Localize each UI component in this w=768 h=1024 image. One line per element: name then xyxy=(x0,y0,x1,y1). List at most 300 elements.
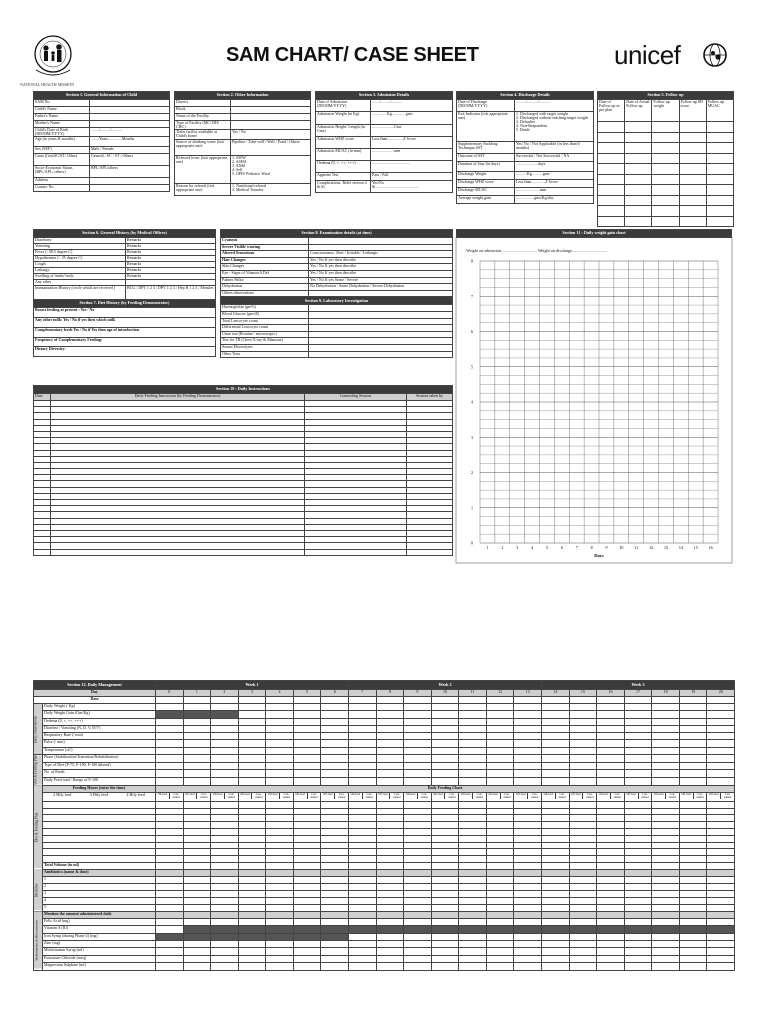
feeding-time-row xyxy=(34,828,735,835)
daily-observation-group-label: Daily observations xyxy=(34,704,43,755)
daily-observation-cell xyxy=(514,704,542,711)
feeding-value-cell xyxy=(238,849,266,856)
feeding-value-cell xyxy=(679,808,707,815)
day-number: 4 xyxy=(266,690,294,697)
micronutrient-cell xyxy=(266,955,294,962)
antibiotics-header-cell xyxy=(514,869,542,876)
section-5-cell xyxy=(598,164,625,175)
diet-plan-cell xyxy=(349,762,377,770)
section-4-value: Less than..............Z Score xyxy=(515,180,594,188)
micronutrient-cell xyxy=(349,948,377,955)
micronutrient-header-cell xyxy=(238,911,266,918)
off-feed-label: Off-feed xyxy=(680,793,694,799)
feeding-value-cell xyxy=(321,822,349,829)
off-con-cell xyxy=(597,792,625,801)
antibiotic-cell xyxy=(238,897,266,904)
micronutrient-cell xyxy=(266,918,294,925)
daily-observation-cell xyxy=(376,725,404,732)
section-5-cell xyxy=(598,195,625,206)
section-2-value: 1. AWW 2. ASHA 3. ANM 4. Self 5. OPD/ Pediatric Ward xyxy=(231,156,311,184)
micronutrient-cell xyxy=(266,941,294,948)
section-1-label: Child's Date of Birth (DD/MM/YYYY) xyxy=(34,128,90,137)
section-9-label: Haemoglobin (gm%) xyxy=(221,305,309,312)
feeding-time-row xyxy=(34,835,735,842)
antibiotic-cell xyxy=(321,876,349,883)
daily-observation-cell xyxy=(569,747,597,754)
feeding-time-cell xyxy=(43,801,156,808)
micronutrient-cell xyxy=(707,926,735,933)
micronutrient-cell xyxy=(569,926,597,933)
daily-observation-cell xyxy=(486,725,514,732)
section-6-title: Section 6. General History (by Medical Officer) xyxy=(34,230,216,238)
feeding-value-cell xyxy=(211,815,239,822)
consumed-label: Con-sumed xyxy=(668,792,677,799)
micronutrient-cell xyxy=(514,948,542,955)
feeding-value-cell xyxy=(376,856,404,863)
off-feed-label: Off-feed xyxy=(514,793,528,799)
antibiotic-cell xyxy=(156,876,184,883)
section-9-value xyxy=(309,325,453,332)
date-cell xyxy=(183,697,211,704)
section-7-item: Any other milk: Yes / No if yes then which milk xyxy=(34,318,216,328)
off-con-pair xyxy=(432,793,459,799)
micronutrient-cell xyxy=(238,948,266,955)
diet-plan-cell xyxy=(459,755,487,763)
off-feed-label: Off-feed xyxy=(321,793,335,799)
section-5-cell xyxy=(598,185,625,196)
day-number: 16 xyxy=(597,690,625,697)
daily-observation-cell xyxy=(597,725,625,732)
section-1-value xyxy=(90,114,170,121)
micronutrient-cell xyxy=(183,941,211,948)
antibiotic-cell xyxy=(266,904,294,911)
feeding-value-cell xyxy=(597,842,625,849)
micronutrient-cell xyxy=(597,926,625,933)
daily-observation-cell xyxy=(652,711,680,718)
section-8-value: Yes / No If yes then describe xyxy=(309,264,453,271)
micronutrient-cell xyxy=(652,941,680,948)
feeding-value-cell xyxy=(156,835,184,842)
off-con-cell xyxy=(569,792,597,801)
daily-observation-label: Pulse (/ min) xyxy=(43,740,156,747)
section-5-cell xyxy=(652,153,679,164)
nhm-logo-caption: NATIONAL HEALTH MISSION xyxy=(20,82,75,87)
section-4-row xyxy=(457,112,594,142)
day-number: 18 xyxy=(652,690,680,697)
off-con-cell xyxy=(542,792,570,801)
section-5-cell xyxy=(706,164,733,175)
antibiotic-cell xyxy=(376,897,404,904)
chart-x-tick-label: 10 xyxy=(619,545,624,550)
diet-plan-cell xyxy=(349,755,377,763)
feeding-value-cell xyxy=(404,822,432,829)
off-con-pair xyxy=(184,793,211,799)
micronutrient-cell xyxy=(349,963,377,970)
total-volume-cell xyxy=(183,862,211,869)
feeding-value-cell xyxy=(486,842,514,849)
micronutrient-cell xyxy=(652,933,680,940)
micronutrient-cell xyxy=(707,941,735,948)
feeding-value-cell xyxy=(156,849,184,856)
diet-plan-cell xyxy=(211,762,239,770)
diet-plan-cell xyxy=(404,755,432,763)
feeding-value-cell xyxy=(679,849,707,856)
antibiotic-cell xyxy=(349,890,377,897)
daily-observation-cell xyxy=(238,718,266,725)
section-8-label: Eye - Signs of Vitamin A Def xyxy=(221,270,309,277)
micronutrient-header-cell xyxy=(266,911,294,918)
antibiotic-cell xyxy=(652,883,680,890)
daily-observation-row xyxy=(34,733,735,740)
daily-observation-cell xyxy=(376,704,404,711)
antibiotic-cell xyxy=(652,890,680,897)
chart-y-tick-label: 2 xyxy=(471,470,473,475)
daily-observation-cell xyxy=(624,711,652,718)
day-number: 5 xyxy=(293,690,321,697)
daily-observation-cell xyxy=(542,725,570,732)
feeding-value-cell xyxy=(321,828,349,835)
section-6-label: Vomiting xyxy=(34,244,126,250)
daily-observation-cell xyxy=(321,725,349,732)
micronutrient-cell xyxy=(431,948,459,955)
section-2-label: Source of drinking water (tick appropriate one) xyxy=(175,140,231,156)
micronutrient-cell xyxy=(624,963,652,970)
section-2-other-info-table xyxy=(174,91,311,196)
feeding-value-cell xyxy=(624,808,652,815)
antibiotic-cell xyxy=(542,876,570,883)
antibiotic-number: 3 xyxy=(43,890,156,897)
chart-x-tick-label: 7 xyxy=(575,545,578,550)
feeding-value-cell xyxy=(679,822,707,829)
feeding-value-cell xyxy=(652,822,680,829)
section-4-value: 1. Discharged with target weight 2. Discharged without reaching target weight 3. Defaulter 4. Non-Respondent 5. Death xyxy=(515,112,594,142)
diet-plan-cell xyxy=(514,770,542,778)
daily-observation-cell xyxy=(293,718,321,725)
feeding-value-cell xyxy=(459,856,487,863)
off-feed-label: Off-feed xyxy=(707,793,721,799)
micronutrient-header-cell xyxy=(652,911,680,918)
daily-observation-cell xyxy=(679,704,707,711)
total-volume-cell xyxy=(514,862,542,869)
diet-plan-cell xyxy=(542,755,570,763)
daily-observation-cell xyxy=(597,733,625,740)
antibiotic-cell xyxy=(569,876,597,883)
micronutrient-cell xyxy=(404,926,432,933)
micronutrient-cell xyxy=(266,926,294,933)
feeding-value-cell xyxy=(404,835,432,842)
feeding-value-cell xyxy=(624,849,652,856)
daily-weight-gain-chart xyxy=(456,237,732,563)
off-con-pair xyxy=(570,793,597,799)
consumed-label: Con-sumed xyxy=(227,792,235,799)
micronutrient-cell xyxy=(707,918,735,925)
daily-observation-cell xyxy=(624,704,652,711)
consumed-label: Con-sumed xyxy=(558,792,566,799)
section-8-label: Altered Sensorium xyxy=(221,251,309,258)
section-2-label: Referred from: (tick appropriate one) xyxy=(175,156,231,184)
feeding-value-cell xyxy=(459,828,487,835)
daily-observation-cell xyxy=(183,725,211,732)
micronutrient-cell xyxy=(238,941,266,948)
feeding-value-cell xyxy=(707,815,735,822)
section-8-label: Skin Changes xyxy=(221,264,309,271)
diet-plan-cell xyxy=(707,755,735,763)
daily-observation-cell xyxy=(211,747,239,754)
micronutrient-cell xyxy=(266,963,294,970)
section-2-label: District xyxy=(175,100,231,107)
feeding-value-cell xyxy=(431,842,459,849)
daily-observation-cell xyxy=(156,711,184,718)
antibiotic-cell xyxy=(652,876,680,883)
feeding-value-cell xyxy=(431,808,459,815)
section-1-label: SAM No. xyxy=(34,100,90,107)
micronutrient-cell xyxy=(238,955,266,962)
micronutrient-cell xyxy=(597,955,625,962)
feeding-value-cell xyxy=(211,856,239,863)
daily-observation-cell xyxy=(321,740,349,747)
consumed-label: Con-sumed xyxy=(475,792,484,799)
off-feed-label: Off-feed xyxy=(459,793,473,799)
antibiotic-cell xyxy=(459,904,487,911)
feeding-value-cell xyxy=(569,815,597,822)
daily-observation-cell xyxy=(238,733,266,740)
consumed-label: Con-sumed xyxy=(530,792,539,799)
daily-observation-cell xyxy=(542,711,570,718)
daily-observation-cell xyxy=(514,725,542,732)
antibiotic-cell xyxy=(597,890,625,897)
daily-observation-cell xyxy=(597,718,625,725)
section-9-label: Other Tests xyxy=(221,351,309,358)
antibiotic-cell xyxy=(156,904,184,911)
micronutrient-label: Vitamin A (IU) xyxy=(43,926,156,933)
antibiotic-cell xyxy=(321,904,349,911)
feeding-value-cell xyxy=(431,835,459,842)
feeding-value-cell xyxy=(624,835,652,842)
antibiotic-cell xyxy=(486,897,514,904)
section-4-label: Exit Indicator (tick appropriate one) xyxy=(457,112,515,142)
feeding-value-cell xyxy=(679,828,707,835)
chart-x-axis-label: Days xyxy=(594,553,604,558)
daily-observation-cell xyxy=(431,704,459,711)
section-1-value: ......../........../........... xyxy=(90,128,170,137)
feeding-value-cell xyxy=(293,856,321,863)
unicef-globe-icon xyxy=(700,40,730,70)
section-3-label: Oedema (0, +, ++, +++) xyxy=(316,161,371,173)
section-4-value: ........................mm xyxy=(515,188,594,196)
section-9-value xyxy=(309,331,453,338)
section-6-label: Fever (>38.5 degree C) xyxy=(34,250,126,256)
feeding-value-cell xyxy=(514,822,542,829)
section-7-item: Frequency of Complementary Feeding: xyxy=(34,338,216,347)
section-5-cell xyxy=(625,174,652,185)
daily-observation-cell xyxy=(486,733,514,740)
daily-observation-cell xyxy=(652,740,680,747)
off-con-pair xyxy=(404,793,431,799)
diet-plan-cell xyxy=(238,755,266,763)
micronutrient-header-cell xyxy=(293,911,321,918)
antibiotic-number: 5 xyxy=(43,904,156,911)
hour-columns-cell xyxy=(43,792,156,801)
week-header: Week 1 xyxy=(156,681,349,690)
section-8-label: Palmer Pallor xyxy=(221,277,309,284)
feeding-value-cell xyxy=(652,849,680,856)
daily-observation-cell xyxy=(376,740,404,747)
antibiotic-row xyxy=(34,897,735,904)
section-7-row xyxy=(34,318,216,328)
daily-observation-cell xyxy=(293,733,321,740)
feeding-value-cell xyxy=(211,808,239,815)
feeding-value-cell xyxy=(486,801,514,808)
section-5-col-header: Date of Follow up as per plan xyxy=(598,100,625,122)
off-con-pair xyxy=(542,793,569,799)
antibiotics-header-cell xyxy=(431,869,459,876)
feeding-value-cell xyxy=(707,808,735,815)
diet-plan-cell xyxy=(266,762,294,770)
day-number: 2 xyxy=(211,690,239,697)
micronutrient-cell xyxy=(293,948,321,955)
antibiotic-cell xyxy=(624,876,652,883)
micronutrient-cell xyxy=(156,941,184,948)
daily-observation-cell xyxy=(569,725,597,732)
daily-observation-cell xyxy=(156,747,184,754)
micronutrient-header-cell xyxy=(514,911,542,918)
antibiotic-cell xyxy=(238,883,266,890)
day-number: 11 xyxy=(459,690,487,697)
micronutrient-cell xyxy=(431,918,459,925)
feeding-value-cell xyxy=(431,801,459,808)
feeding-value-cell xyxy=(514,842,542,849)
feeding-value-cell xyxy=(569,808,597,815)
section-2-value: 1. Nutritional referral 2. Medical Transfer xyxy=(231,184,311,196)
diet-plan-row xyxy=(34,762,735,770)
diet-plan-cell xyxy=(211,770,239,778)
feeding-value-cell xyxy=(514,835,542,842)
section-5-cell xyxy=(706,122,733,133)
daily-observation-cell xyxy=(679,733,707,740)
section-5-cell xyxy=(598,216,625,227)
diet-plan-cell xyxy=(156,755,184,763)
section-9-label: Serum Electrolytes xyxy=(221,344,309,351)
daily-observation-cell xyxy=(293,725,321,732)
antibiotic-cell xyxy=(459,876,487,883)
micronutrient-group-label: Multivitamins & Micronutrients xyxy=(34,911,43,970)
micronutrient-header-cell xyxy=(542,911,570,918)
antibiotics-header-cell xyxy=(321,869,349,876)
antibiotics-header-cell xyxy=(266,869,294,876)
feeding-value-cell xyxy=(238,801,266,808)
feeding-time-cell xyxy=(43,835,156,842)
feeding-value-cell xyxy=(624,856,652,863)
unicef-logo-text: unicef xyxy=(614,40,681,70)
section-1-value: Male / Female xyxy=(90,147,170,154)
diet-plan-cell xyxy=(238,762,266,770)
daily-observation-cell xyxy=(459,733,487,740)
antibiotic-cell xyxy=(679,876,707,883)
section-9-value xyxy=(309,338,453,345)
diet-plan-cell xyxy=(707,778,735,786)
feeding-value-cell xyxy=(597,856,625,863)
feeding-value-cell xyxy=(486,835,514,842)
feeding-value-cell xyxy=(211,835,239,842)
feeding-value-cell xyxy=(486,828,514,835)
feeding-value-cell xyxy=(542,801,570,808)
section-5-blank-row xyxy=(598,174,734,185)
feeding-value-cell xyxy=(679,842,707,849)
micronutrient-cell xyxy=(376,963,404,970)
feeding-value-cell xyxy=(349,822,377,829)
diet-plan-cell xyxy=(542,770,570,778)
feeding-value-cell xyxy=(569,828,597,835)
section-5-cell xyxy=(679,185,706,196)
feeding-value-cell xyxy=(652,808,680,815)
daily-observation-cell xyxy=(542,733,570,740)
section-5-cell xyxy=(706,216,733,227)
antibiotic-cell xyxy=(183,876,211,883)
micronutrient-cell xyxy=(459,926,487,933)
daily-observation-cell xyxy=(569,733,597,740)
section-5-cell xyxy=(706,195,733,206)
section-5-cell xyxy=(598,132,625,143)
feeding-value-cell xyxy=(652,815,680,822)
micronutrient-cell xyxy=(376,955,404,962)
section-2-value: Yes / No xyxy=(231,130,311,140)
micronutrient-header-cell xyxy=(349,911,377,918)
section-8-value: Yes / No If yes then describe xyxy=(309,270,453,277)
antibiotic-cell xyxy=(431,890,459,897)
micronutrient-cell xyxy=(707,955,735,962)
day-number: 14 xyxy=(542,690,570,697)
section-3-row xyxy=(316,181,453,193)
date-cell xyxy=(266,697,294,704)
diet-plan-cell xyxy=(486,770,514,778)
off-con-cell xyxy=(266,792,294,801)
section-5-blank-row xyxy=(598,195,734,206)
section-1-value: General / SC / ST / Others xyxy=(90,154,170,166)
daily-observation-cell xyxy=(266,725,294,732)
micronutrient-cell xyxy=(486,955,514,962)
section-10-cell xyxy=(51,549,305,555)
feeding-value-cell xyxy=(652,856,680,863)
antibiotic-cell xyxy=(183,890,211,897)
antibiotics-header-cell xyxy=(293,869,321,876)
daily-observation-cell xyxy=(431,718,459,725)
total-volume-cell xyxy=(404,862,432,869)
antibiotic-cell xyxy=(707,904,735,911)
antibiotic-cell xyxy=(486,890,514,897)
chart-x-tick-label: 12 xyxy=(649,545,654,550)
section-6-label: Hypothermia (< 35 degree C) xyxy=(34,256,126,262)
feeding-value-cell xyxy=(211,849,239,856)
feeding-value-cell xyxy=(624,822,652,829)
section-10-col-header: Counseling Session xyxy=(305,394,407,401)
date-cell xyxy=(156,697,184,704)
section-2-title: Section 2. Other Information xyxy=(175,92,311,100)
antibiotic-cell xyxy=(266,876,294,883)
micronutrient-cell xyxy=(183,918,211,925)
diet-plan-cell xyxy=(238,778,266,786)
feeding-value-cell xyxy=(349,815,377,822)
daily-observation-cell xyxy=(459,747,487,754)
daily-observation-cell xyxy=(486,747,514,754)
daily-observation-cell xyxy=(211,740,239,747)
antibiotics-header-cell xyxy=(156,869,184,876)
daily-observation-row xyxy=(34,725,735,732)
micronutrient-cell xyxy=(293,918,321,925)
section-3-value: Less than................Z Score xyxy=(371,137,453,149)
chart-x-tick-label: 11 xyxy=(634,545,639,550)
daily-observation-cell xyxy=(349,747,377,754)
feeding-value-cell xyxy=(597,822,625,829)
